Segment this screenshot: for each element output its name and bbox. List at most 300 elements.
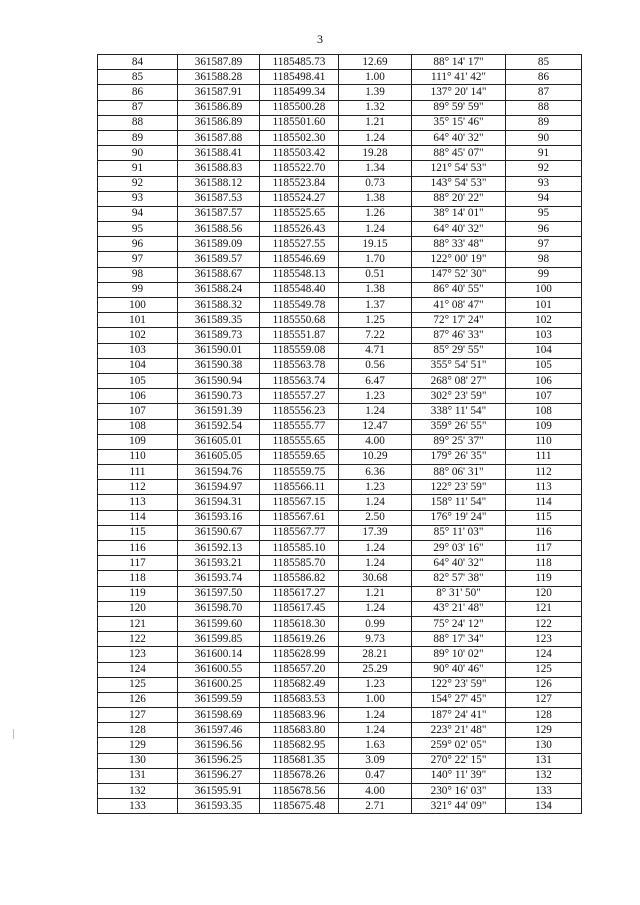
table-row — [98, 55, 582, 70]
distance-cell: 1.32 — [339, 100, 412, 115]
table-row — [98, 146, 582, 161]
point-from-cell: 85 — [98, 70, 178, 85]
distance-cell: 1.21 — [339, 115, 412, 130]
distance-cell: 1.24 — [339, 222, 412, 237]
table-row — [98, 191, 582, 206]
point-to-cell: 108 — [506, 404, 582, 419]
coordinate-x-cell: 361587.88 — [178, 130, 260, 145]
bearing-cell: 338° 11' 54" — [412, 404, 506, 419]
table-row — [98, 237, 582, 252]
bearing-cell: 122° 23' 59" — [412, 480, 506, 495]
distance-cell: 3.09 — [339, 753, 412, 768]
bearing-cell: 64° 40' 32" — [412, 556, 506, 571]
coordinate-x-cell: 361593.16 — [178, 510, 260, 525]
point-from-cell: 125 — [98, 677, 178, 692]
point-to-cell: 91 — [506, 146, 582, 161]
point-to-cell: 94 — [506, 191, 582, 206]
distance-cell: 0.51 — [339, 267, 412, 282]
coordinate-x-cell: 361599.85 — [178, 632, 260, 647]
point-from-cell: 132 — [98, 784, 178, 799]
bearing-cell: 302° 23' 59" — [412, 389, 506, 404]
point-to-cell: 124 — [506, 647, 582, 662]
coordinate-y-cell: 1185559.65 — [260, 449, 339, 464]
point-to-cell: 115 — [506, 510, 582, 525]
distance-cell: 12.47 — [339, 419, 412, 434]
coordinate-x-cell: 361588.83 — [178, 161, 260, 176]
table-row — [98, 495, 582, 510]
point-from-cell: 114 — [98, 510, 178, 525]
table-row — [98, 632, 582, 647]
coordinate-x-cell: 361589.57 — [178, 252, 260, 267]
bearing-cell: 321° 44' 09" — [412, 799, 506, 814]
coordinate-y-cell: 1185546.69 — [260, 252, 339, 267]
point-from-cell: 115 — [98, 525, 178, 540]
point-to-cell: 93 — [506, 176, 582, 191]
point-to-cell: 87 — [506, 85, 582, 100]
point-from-cell: 109 — [98, 434, 178, 449]
distance-cell: 1.23 — [339, 677, 412, 692]
coordinate-y-cell: 1185586.82 — [260, 571, 339, 586]
point-to-cell: 127 — [506, 692, 582, 707]
table-row — [98, 222, 582, 237]
coordinate-y-cell: 1185617.27 — [260, 586, 339, 601]
point-from-cell: 102 — [98, 328, 178, 343]
coordinate-x-cell: 361588.67 — [178, 267, 260, 282]
point-from-cell: 104 — [98, 358, 178, 373]
coordinates-table-body — [98, 55, 582, 814]
coordinate-y-cell: 1185567.77 — [260, 525, 339, 540]
distance-cell: 1.38 — [339, 282, 412, 297]
coordinate-y-cell: 1185551.87 — [260, 328, 339, 343]
table-row — [98, 465, 582, 480]
coordinate-x-cell: 361599.59 — [178, 692, 260, 707]
bearing-cell: 143° 54' 53" — [412, 176, 506, 191]
point-to-cell: 107 — [506, 389, 582, 404]
bearing-cell: 41° 08' 47" — [412, 298, 506, 313]
table-row — [98, 267, 582, 282]
point-from-cell: 116 — [98, 541, 178, 556]
table-row — [98, 449, 582, 464]
page-number: 3 — [317, 32, 323, 46]
coordinate-x-cell: 361599.60 — [178, 616, 260, 631]
point-to-cell: 112 — [506, 465, 582, 480]
point-from-cell: 112 — [98, 480, 178, 495]
point-from-cell: 110 — [98, 449, 178, 464]
bearing-cell: 122° 00' 19" — [412, 252, 506, 267]
bearing-cell: 111° 41' 42" — [412, 70, 506, 85]
distance-cell: 1.24 — [339, 708, 412, 723]
coordinate-y-cell: 1185526.43 — [260, 222, 339, 237]
coordinate-y-cell: 1185683.80 — [260, 723, 339, 738]
point-to-cell: 133 — [506, 784, 582, 799]
table-row — [98, 510, 582, 525]
table-row — [98, 586, 582, 601]
bearing-cell: 8° 31' 50" — [412, 586, 506, 601]
table-row — [98, 601, 582, 616]
bearing-cell: 88° 45' 07" — [412, 146, 506, 161]
coordinate-x-cell: 361590.38 — [178, 358, 260, 373]
distance-cell: 19.15 — [339, 237, 412, 252]
point-from-cell: 86 — [98, 85, 178, 100]
distance-cell: 1.34 — [339, 161, 412, 176]
table-row — [98, 525, 582, 540]
bearing-cell: 223° 21' 48" — [412, 723, 506, 738]
table-row — [98, 723, 582, 738]
bearing-cell: 259° 02' 05" — [412, 738, 506, 753]
distance-cell: 1.00 — [339, 70, 412, 85]
point-from-cell: 127 — [98, 708, 178, 723]
point-to-cell: 92 — [506, 161, 582, 176]
distance-cell: 4.00 — [339, 784, 412, 799]
point-to-cell: 95 — [506, 206, 582, 221]
coordinate-y-cell: 1185675.48 — [260, 799, 339, 814]
coordinate-x-cell: 361600.14 — [178, 647, 260, 662]
coordinate-y-cell: 1185501.60 — [260, 115, 339, 130]
distance-cell: 4.00 — [339, 434, 412, 449]
distance-cell: 30.68 — [339, 571, 412, 586]
coordinates-table — [97, 54, 582, 814]
distance-cell: 6.47 — [339, 373, 412, 388]
bearing-cell: 179° 26' 35" — [412, 449, 506, 464]
distance-cell: 1.70 — [339, 252, 412, 267]
point-from-cell: 94 — [98, 206, 178, 221]
table-row — [98, 677, 582, 692]
table-row — [98, 541, 582, 556]
distance-cell: 0.73 — [339, 176, 412, 191]
coordinate-x-cell: 361590.67 — [178, 525, 260, 540]
point-from-cell: 88 — [98, 115, 178, 130]
coordinate-x-cell: 361588.28 — [178, 70, 260, 85]
point-to-cell: 132 — [506, 768, 582, 783]
coordinate-y-cell: 1185678.56 — [260, 784, 339, 799]
coordinate-y-cell: 1185485.73 — [260, 55, 339, 70]
bearing-cell: 140° 11' 39" — [412, 768, 506, 783]
coordinate-x-cell: 361593.21 — [178, 556, 260, 571]
coordinate-y-cell: 1185522.70 — [260, 161, 339, 176]
distance-cell: 1.24 — [339, 601, 412, 616]
point-from-cell: 108 — [98, 419, 178, 434]
point-to-cell: 104 — [506, 343, 582, 358]
point-from-cell: 84 — [98, 55, 178, 70]
coordinate-x-cell: 361593.35 — [178, 799, 260, 814]
table-row — [98, 389, 582, 404]
table-row — [98, 753, 582, 768]
point-to-cell: 122 — [506, 616, 582, 631]
point-to-cell: 116 — [506, 525, 582, 540]
bearing-cell: 72° 17' 24" — [412, 313, 506, 328]
point-from-cell: 122 — [98, 632, 178, 647]
point-from-cell: 93 — [98, 191, 178, 206]
coordinate-y-cell: 1185563.74 — [260, 373, 339, 388]
distance-cell: 1.26 — [339, 206, 412, 221]
point-to-cell: 130 — [506, 738, 582, 753]
table-row — [98, 115, 582, 130]
point-to-cell: 126 — [506, 677, 582, 692]
point-to-cell: 117 — [506, 541, 582, 556]
point-to-cell: 102 — [506, 313, 582, 328]
coordinate-x-cell: 361588.24 — [178, 282, 260, 297]
point-from-cell: 87 — [98, 100, 178, 115]
bearing-cell: 75° 24' 12" — [412, 616, 506, 631]
table-row — [98, 434, 582, 449]
point-from-cell: 90 — [98, 146, 178, 161]
point-from-cell: 106 — [98, 389, 178, 404]
table-row — [98, 738, 582, 753]
coordinate-x-cell: 361590.73 — [178, 389, 260, 404]
coordinate-x-cell: 361593.74 — [178, 571, 260, 586]
coordinate-x-cell: 361600.25 — [178, 677, 260, 692]
bearing-cell: 90° 40' 46" — [412, 662, 506, 677]
distance-cell: 1.25 — [339, 313, 412, 328]
point-to-cell: 119 — [506, 571, 582, 586]
distance-cell: 12.69 — [339, 55, 412, 70]
bearing-cell: 137° 20' 14" — [412, 85, 506, 100]
point-from-cell: 118 — [98, 571, 178, 586]
coordinate-y-cell: 1185681.35 — [260, 753, 339, 768]
point-to-cell: 88 — [506, 100, 582, 115]
point-from-cell: 119 — [98, 586, 178, 601]
coordinate-x-cell: 361588.41 — [178, 146, 260, 161]
point-from-cell: 133 — [98, 799, 178, 814]
point-to-cell: 118 — [506, 556, 582, 571]
bearing-cell: 88° 14' 17" — [412, 55, 506, 70]
distance-cell: 0.47 — [339, 768, 412, 783]
bearing-cell: 176° 19' 24" — [412, 510, 506, 525]
point-to-cell: 85 — [506, 55, 582, 70]
point-to-cell: 99 — [506, 267, 582, 282]
point-to-cell: 111 — [506, 449, 582, 464]
coordinate-x-cell: 361594.76 — [178, 465, 260, 480]
coordinate-y-cell: 1185525.65 — [260, 206, 339, 221]
coordinate-y-cell: 1185559.08 — [260, 343, 339, 358]
table-row — [98, 70, 582, 85]
coordinate-x-cell: 361605.05 — [178, 449, 260, 464]
bearing-cell: 89° 59' 59" — [412, 100, 506, 115]
coordinate-x-cell: 361586.89 — [178, 100, 260, 115]
coordinate-y-cell: 1185555.65 — [260, 434, 339, 449]
coordinate-y-cell: 1185503.42 — [260, 146, 339, 161]
distance-cell: 1.23 — [339, 480, 412, 495]
point-from-cell: 128 — [98, 723, 178, 738]
coordinate-x-cell: 361588.32 — [178, 298, 260, 313]
table-row — [98, 768, 582, 783]
point-to-cell: 128 — [506, 708, 582, 723]
coordinate-x-cell: 361589.35 — [178, 313, 260, 328]
distance-cell: 17.39 — [339, 525, 412, 540]
distance-cell: 19.28 — [339, 146, 412, 161]
margin-mark — [13, 729, 14, 739]
coordinate-x-cell: 361594.97 — [178, 480, 260, 495]
coordinate-x-cell: 361586.89 — [178, 115, 260, 130]
point-from-cell: 99 — [98, 282, 178, 297]
coordinate-y-cell: 1185585.70 — [260, 556, 339, 571]
coordinate-x-cell: 361594.31 — [178, 495, 260, 510]
point-to-cell: 90 — [506, 130, 582, 145]
distance-cell: 2.50 — [339, 510, 412, 525]
distance-cell: 0.56 — [339, 358, 412, 373]
point-from-cell: 101 — [98, 313, 178, 328]
coordinate-y-cell: 1185682.95 — [260, 738, 339, 753]
point-from-cell: 89 — [98, 130, 178, 145]
point-from-cell: 123 — [98, 647, 178, 662]
distance-cell: 2.71 — [339, 799, 412, 814]
bearing-cell: 187° 24' 41" — [412, 708, 506, 723]
coordinate-y-cell: 1185559.75 — [260, 465, 339, 480]
table-row — [98, 662, 582, 677]
table-row — [98, 556, 582, 571]
point-to-cell: 110 — [506, 434, 582, 449]
table-row — [98, 480, 582, 495]
bearing-cell: 88° 06' 31" — [412, 465, 506, 480]
bearing-cell: 85° 29' 55" — [412, 343, 506, 358]
table-row — [98, 373, 582, 388]
coordinate-x-cell: 361589.73 — [178, 328, 260, 343]
table-row — [98, 419, 582, 434]
coordinate-x-cell: 361589.09 — [178, 237, 260, 252]
bearing-cell: 270° 22' 15" — [412, 753, 506, 768]
coordinate-x-cell: 361595.91 — [178, 784, 260, 799]
coordinate-y-cell: 1185618.30 — [260, 616, 339, 631]
bearing-cell: 147° 52' 30" — [412, 267, 506, 282]
point-to-cell: 120 — [506, 586, 582, 601]
table-row — [98, 282, 582, 297]
distance-cell: 1.24 — [339, 404, 412, 419]
coordinate-y-cell: 1185683.96 — [260, 708, 339, 723]
coordinate-y-cell: 1185557.27 — [260, 389, 339, 404]
point-to-cell: 121 — [506, 601, 582, 616]
coordinate-x-cell: 361591.39 — [178, 404, 260, 419]
distance-cell: 1.24 — [339, 723, 412, 738]
point-to-cell: 109 — [506, 419, 582, 434]
table-row — [98, 100, 582, 115]
coordinate-x-cell: 361588.56 — [178, 222, 260, 237]
coordinate-y-cell: 1185524.27 — [260, 191, 339, 206]
coordinate-x-cell: 361597.46 — [178, 723, 260, 738]
distance-cell: 4.71 — [339, 343, 412, 358]
bearing-cell: 88° 17' 34" — [412, 632, 506, 647]
point-from-cell: 130 — [98, 753, 178, 768]
point-from-cell: 121 — [98, 616, 178, 631]
table-row — [98, 571, 582, 586]
table-row — [98, 206, 582, 221]
point-from-cell: 129 — [98, 738, 178, 753]
point-to-cell: 114 — [506, 495, 582, 510]
coordinate-y-cell: 1185555.77 — [260, 419, 339, 434]
distance-cell: 6.36 — [339, 465, 412, 480]
bearing-cell: 154° 27' 45" — [412, 692, 506, 707]
coordinate-y-cell: 1185500.28 — [260, 100, 339, 115]
bearing-cell: 29° 03' 16" — [412, 541, 506, 556]
table-row — [98, 298, 582, 313]
distance-cell: 1.38 — [339, 191, 412, 206]
distance-cell: 0.99 — [339, 616, 412, 631]
bearing-cell: 88° 33' 48" — [412, 237, 506, 252]
bearing-cell: 359° 26' 55" — [412, 419, 506, 434]
coordinate-x-cell: 361587.53 — [178, 191, 260, 206]
bearing-cell: 85° 11' 03" — [412, 525, 506, 540]
bearing-cell: 89° 25' 37" — [412, 434, 506, 449]
table-row — [98, 343, 582, 358]
table-row — [98, 358, 582, 373]
distance-cell: 1.24 — [339, 541, 412, 556]
point-from-cell: 97 — [98, 252, 178, 267]
coordinate-y-cell: 1185657.20 — [260, 662, 339, 677]
table-row — [98, 130, 582, 145]
point-from-cell: 91 — [98, 161, 178, 176]
coordinate-y-cell: 1185566.11 — [260, 480, 339, 495]
bearing-cell: 89° 10' 02" — [412, 647, 506, 662]
distance-cell: 28.21 — [339, 647, 412, 662]
point-from-cell: 124 — [98, 662, 178, 677]
coordinate-y-cell: 1185502.30 — [260, 130, 339, 145]
point-to-cell: 86 — [506, 70, 582, 85]
bearing-cell: 87° 46' 33" — [412, 328, 506, 343]
coordinate-x-cell: 361605.01 — [178, 434, 260, 449]
distance-cell: 7.22 — [339, 328, 412, 343]
coordinate-y-cell: 1185619.26 — [260, 632, 339, 647]
distance-cell: 1.21 — [339, 586, 412, 601]
distance-cell: 25.29 — [339, 662, 412, 677]
coordinate-y-cell: 1185563.78 — [260, 358, 339, 373]
point-from-cell: 131 — [98, 768, 178, 783]
coordinate-y-cell: 1185585.10 — [260, 541, 339, 556]
coordinate-y-cell: 1185617.45 — [260, 601, 339, 616]
distance-cell: 1.23 — [339, 389, 412, 404]
coordinate-x-cell: 361588.12 — [178, 176, 260, 191]
coordinate-y-cell: 1185567.15 — [260, 495, 339, 510]
bearing-cell: 122° 23' 59" — [412, 677, 506, 692]
bearing-cell: 35° 15' 46" — [412, 115, 506, 130]
coordinate-x-cell: 361592.54 — [178, 419, 260, 434]
bearing-cell: 38° 14' 01" — [412, 206, 506, 221]
point-to-cell: 123 — [506, 632, 582, 647]
distance-cell: 1.24 — [339, 495, 412, 510]
point-to-cell: 100 — [506, 282, 582, 297]
table-row — [98, 313, 582, 328]
coordinate-y-cell: 1185682.49 — [260, 677, 339, 692]
point-to-cell: 96 — [506, 222, 582, 237]
point-to-cell: 103 — [506, 328, 582, 343]
bearing-cell: 88° 20' 22" — [412, 191, 506, 206]
table-row — [98, 784, 582, 799]
point-from-cell: 126 — [98, 692, 178, 707]
point-from-cell: 120 — [98, 601, 178, 616]
coordinate-y-cell: 1185628.99 — [260, 647, 339, 662]
coordinate-y-cell: 1185527.55 — [260, 237, 339, 252]
coordinate-x-cell: 361596.56 — [178, 738, 260, 753]
coordinate-y-cell: 1185683.53 — [260, 692, 339, 707]
table-row — [98, 647, 582, 662]
point-from-cell: 92 — [98, 176, 178, 191]
coordinate-x-cell: 361590.01 — [178, 343, 260, 358]
table-row — [98, 616, 582, 631]
point-to-cell: 113 — [506, 480, 582, 495]
bearing-cell: 82° 57' 38" — [412, 571, 506, 586]
coordinate-y-cell: 1185523.84 — [260, 176, 339, 191]
coordinate-x-cell: 361587.89 — [178, 55, 260, 70]
distance-cell: 1.39 — [339, 85, 412, 100]
table-row — [98, 328, 582, 343]
table-row — [98, 176, 582, 191]
coordinate-y-cell: 1185548.40 — [260, 282, 339, 297]
coordinate-x-cell: 361587.91 — [178, 85, 260, 100]
point-from-cell: 96 — [98, 237, 178, 252]
coordinate-y-cell: 1185498.41 — [260, 70, 339, 85]
table-row — [98, 161, 582, 176]
coordinate-y-cell: 1185678.26 — [260, 768, 339, 783]
bearing-cell: 64° 40' 32" — [412, 222, 506, 237]
coordinate-x-cell: 361597.50 — [178, 586, 260, 601]
